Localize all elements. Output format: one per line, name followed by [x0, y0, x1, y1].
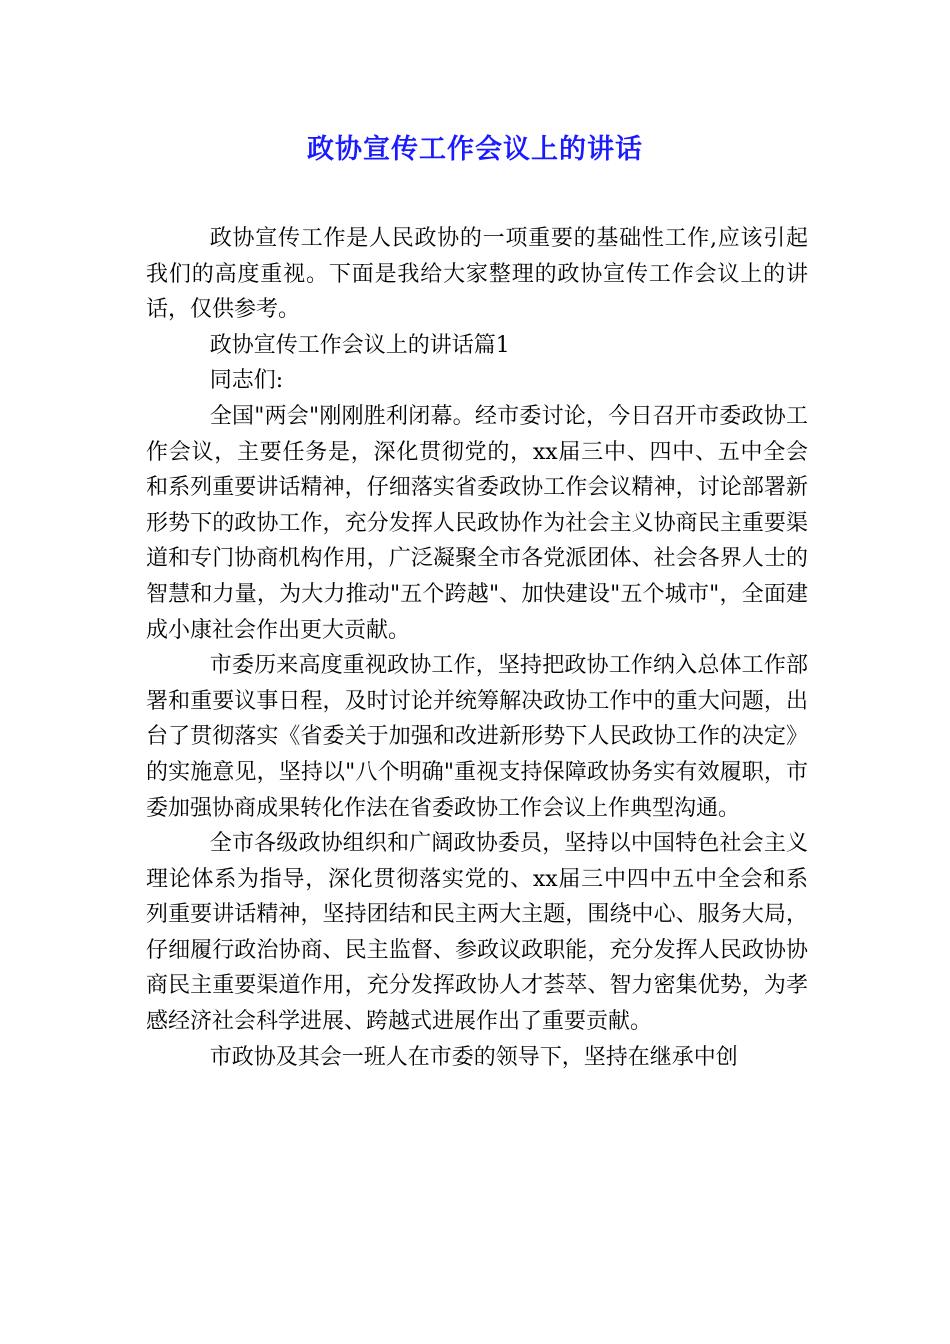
paragraph-salutation: 同志们: [209, 368, 284, 394]
document-body [146, 221, 808, 1075]
paragraph-body: 市委历来高度重视政协工作，坚持把政协工作纳入总体工作部署和重要议事日程，及时讨论并统筹解决政协工作中的重大问题，出台了贯彻落实《省委关于加强和改进新形势下人民政协工作的决定》的实施意见，坚持以"八个明确"重视支持保障政协务实有效履职，市委加强协商成果转化作法在省委政协工作会议上作典型沟通。 [146, 653, 808, 821]
paragraph-body: 市政协及其会一班人在市委的领导下，坚持在继承中创 [209, 1044, 738, 1070]
document-title: 政协宣传工作会议上的讲话 [307, 134, 643, 165]
paragraph-intro: 政协宣传工作是人民政协的一项重要的基础性工作,应该引起我们的高度重视。下面是我给大家整理的政协宣传工作会议上的讲话，仅供参考。 [146, 226, 808, 323]
paragraph-body: 全国"两会"刚刚胜利闭幕。经市委讨论，今日召开市委政协工作会议，主要任务是，深化贯彻党的，xx届三中、四中、五中全会和系列重要讲话精神，仔细落实省委政协工作会议精神，讨论部署新形势下的政协工作，充分发挥人民政协作为社会主义协商民主重要渠道和专门协商机构作用，广泛凝聚全市各党派团体、社会各界人士的智慧和力量，为大力推动"五个跨越"、加快建设"五个城市"，全面建成小康社会作出更大贡献。 [146, 403, 808, 643]
paragraph-body: 全市各级政协组织和广阔政协委员，坚持以中国特色社会主义理论体系为指导，深化贯彻落实党的、xx届三中四中五中全会和系列重要讲话精神，坚持团结和民主两大主题，围绕中心、服务大局，仔细履行政治协商、民主监督、参政议政职能，充分发挥人民政协协商民主重要渠道作用，充分发挥政协人才荟萃、智力密集优势，为孝感经济社会科学进展、跨越式进展作出了重要贡献。 [146, 831, 808, 1035]
paragraph-section-heading: 政协宣传工作会议上的讲话篇1 [209, 332, 510, 358]
